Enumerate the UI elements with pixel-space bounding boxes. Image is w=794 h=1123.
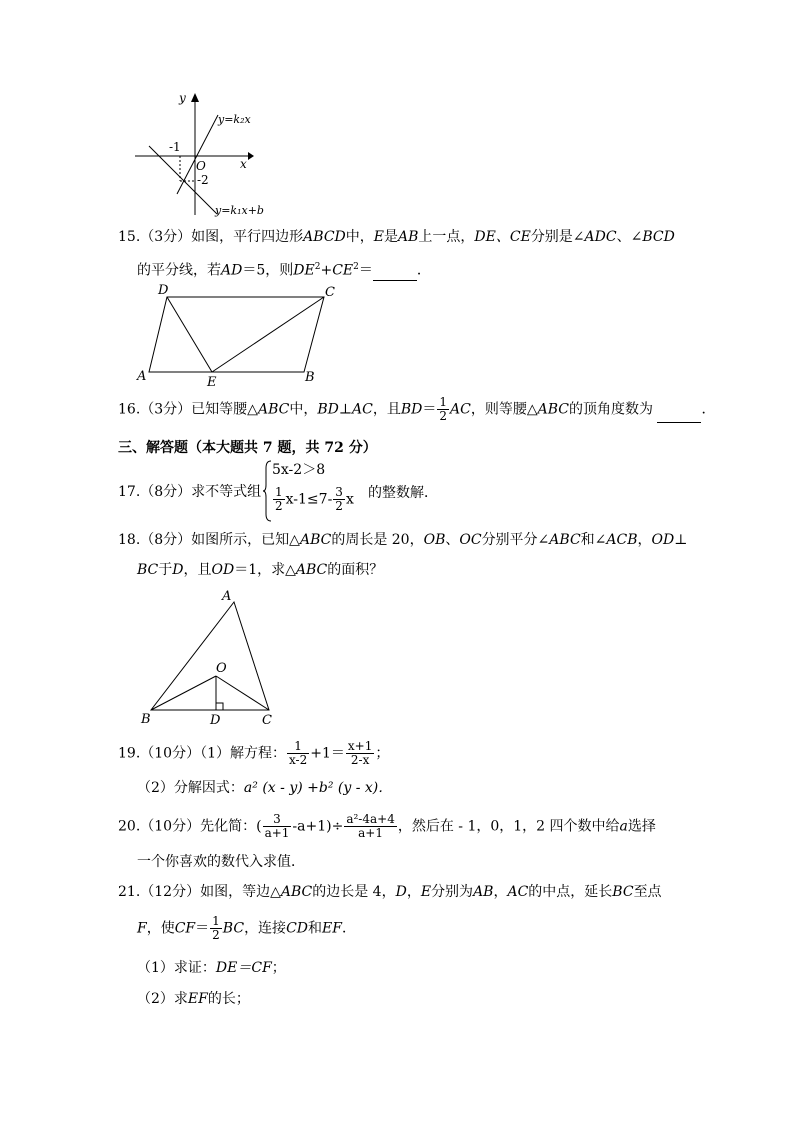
q18-line2: BC于D，且OD＝1，求△ABC的面积？: [137, 562, 384, 578]
line2-label: y=k₁x+b: [215, 204, 264, 217]
q17-ineq1: 5x-2＞8: [272, 462, 326, 478]
q15-parallelogram-figure: [132, 282, 352, 387]
label-D: D: [210, 713, 221, 728]
label-C: C: [325, 285, 335, 300]
label-D: D: [158, 283, 169, 298]
label-E: E: [207, 375, 217, 387]
fraction: $\frac{1}{2}$: [439, 395, 447, 423]
system-brace: [262, 460, 272, 522]
label-B: B: [141, 712, 151, 727]
q21-line2: F，使CF＝ $\frac{1}{2}$ BC，连接CD和EF．: [137, 914, 356, 942]
q21-part1: （1）求证：DE＝CF；: [137, 960, 286, 976]
label-A: A: [222, 589, 232, 604]
q20-line2: 一个你喜欢的数代入求值．: [137, 854, 305, 870]
q19-line1: 19.（10分）（1）解方程： $\frac{1}{x-2}$ +1＝ $\frac{x+1}{2-x}$ ；: [118, 739, 390, 767]
q19-line2: （2）分解因式：a² (x - y) +b² (y - x)．: [137, 780, 393, 796]
label-O: O: [216, 661, 227, 676]
q17-prefix: 17.（8分）求不等式组: [118, 484, 262, 500]
q17-suffix: 的整数解．: [368, 485, 438, 501]
q17-ineq2: $\frac{1}{2}$ x-1≤7- $\frac{3}{2}$ x: [275, 485, 354, 513]
q15-line2: 的平分线，若AD＝5，则$DE^2+CE^2=$ ．: [137, 262, 431, 279]
x-axis-label: x: [240, 157, 247, 171]
answer-blank: [657, 408, 701, 423]
q16-line: 16.（3分）已知等腰△ABC中，BD⊥AC，且BD＝ $\frac{1}{2}$ AC，则等腰△ABC的顶角度数为 ．: [118, 395, 716, 423]
y-axis-label: y: [179, 91, 186, 105]
origin-label: O: [196, 159, 206, 173]
q21-line1: 21.（12分）如图，等边△ABC的边长是 4，D，E分别为AB，AC的中点，延长BC至点: [118, 884, 662, 900]
q18-triangle-figure: [138, 588, 288, 728]
q15-line1: 15.（3分）如图，平行四边形ABCD中，E是AB上一点，DE、CE分别是∠ADC、∠BCD: [118, 229, 675, 245]
label-A: A: [137, 369, 147, 384]
line1-label: y=k₂x: [218, 113, 251, 126]
q14-graph-figure: [135, 90, 275, 220]
label-C: C: [262, 713, 272, 728]
tick-neg2: -2: [197, 173, 209, 187]
q21-part2: （2）求EF的长；: [137, 991, 250, 1007]
section-heading: 三、解答题（本大题共 7 题，共 72 分）: [118, 440, 377, 456]
answer-blank: [373, 266, 417, 281]
q18-line1: 18.（8分）如图所示，已知△ABC的周长是 20，OB、OC分别平分∠ABC和∠ACB，OD⊥: [118, 532, 688, 548]
tick-neg1: -1: [169, 140, 181, 154]
label-B: B: [305, 370, 315, 385]
q20-line1: 20.（10分）先化简：( $\frac{3}{a+1}$ -a+1)÷ $\frac{\text{a²-4a+4}}{a+1}$ ，然后在 - 1，0，1，2 四个数中给a选择: [118, 812, 656, 840]
